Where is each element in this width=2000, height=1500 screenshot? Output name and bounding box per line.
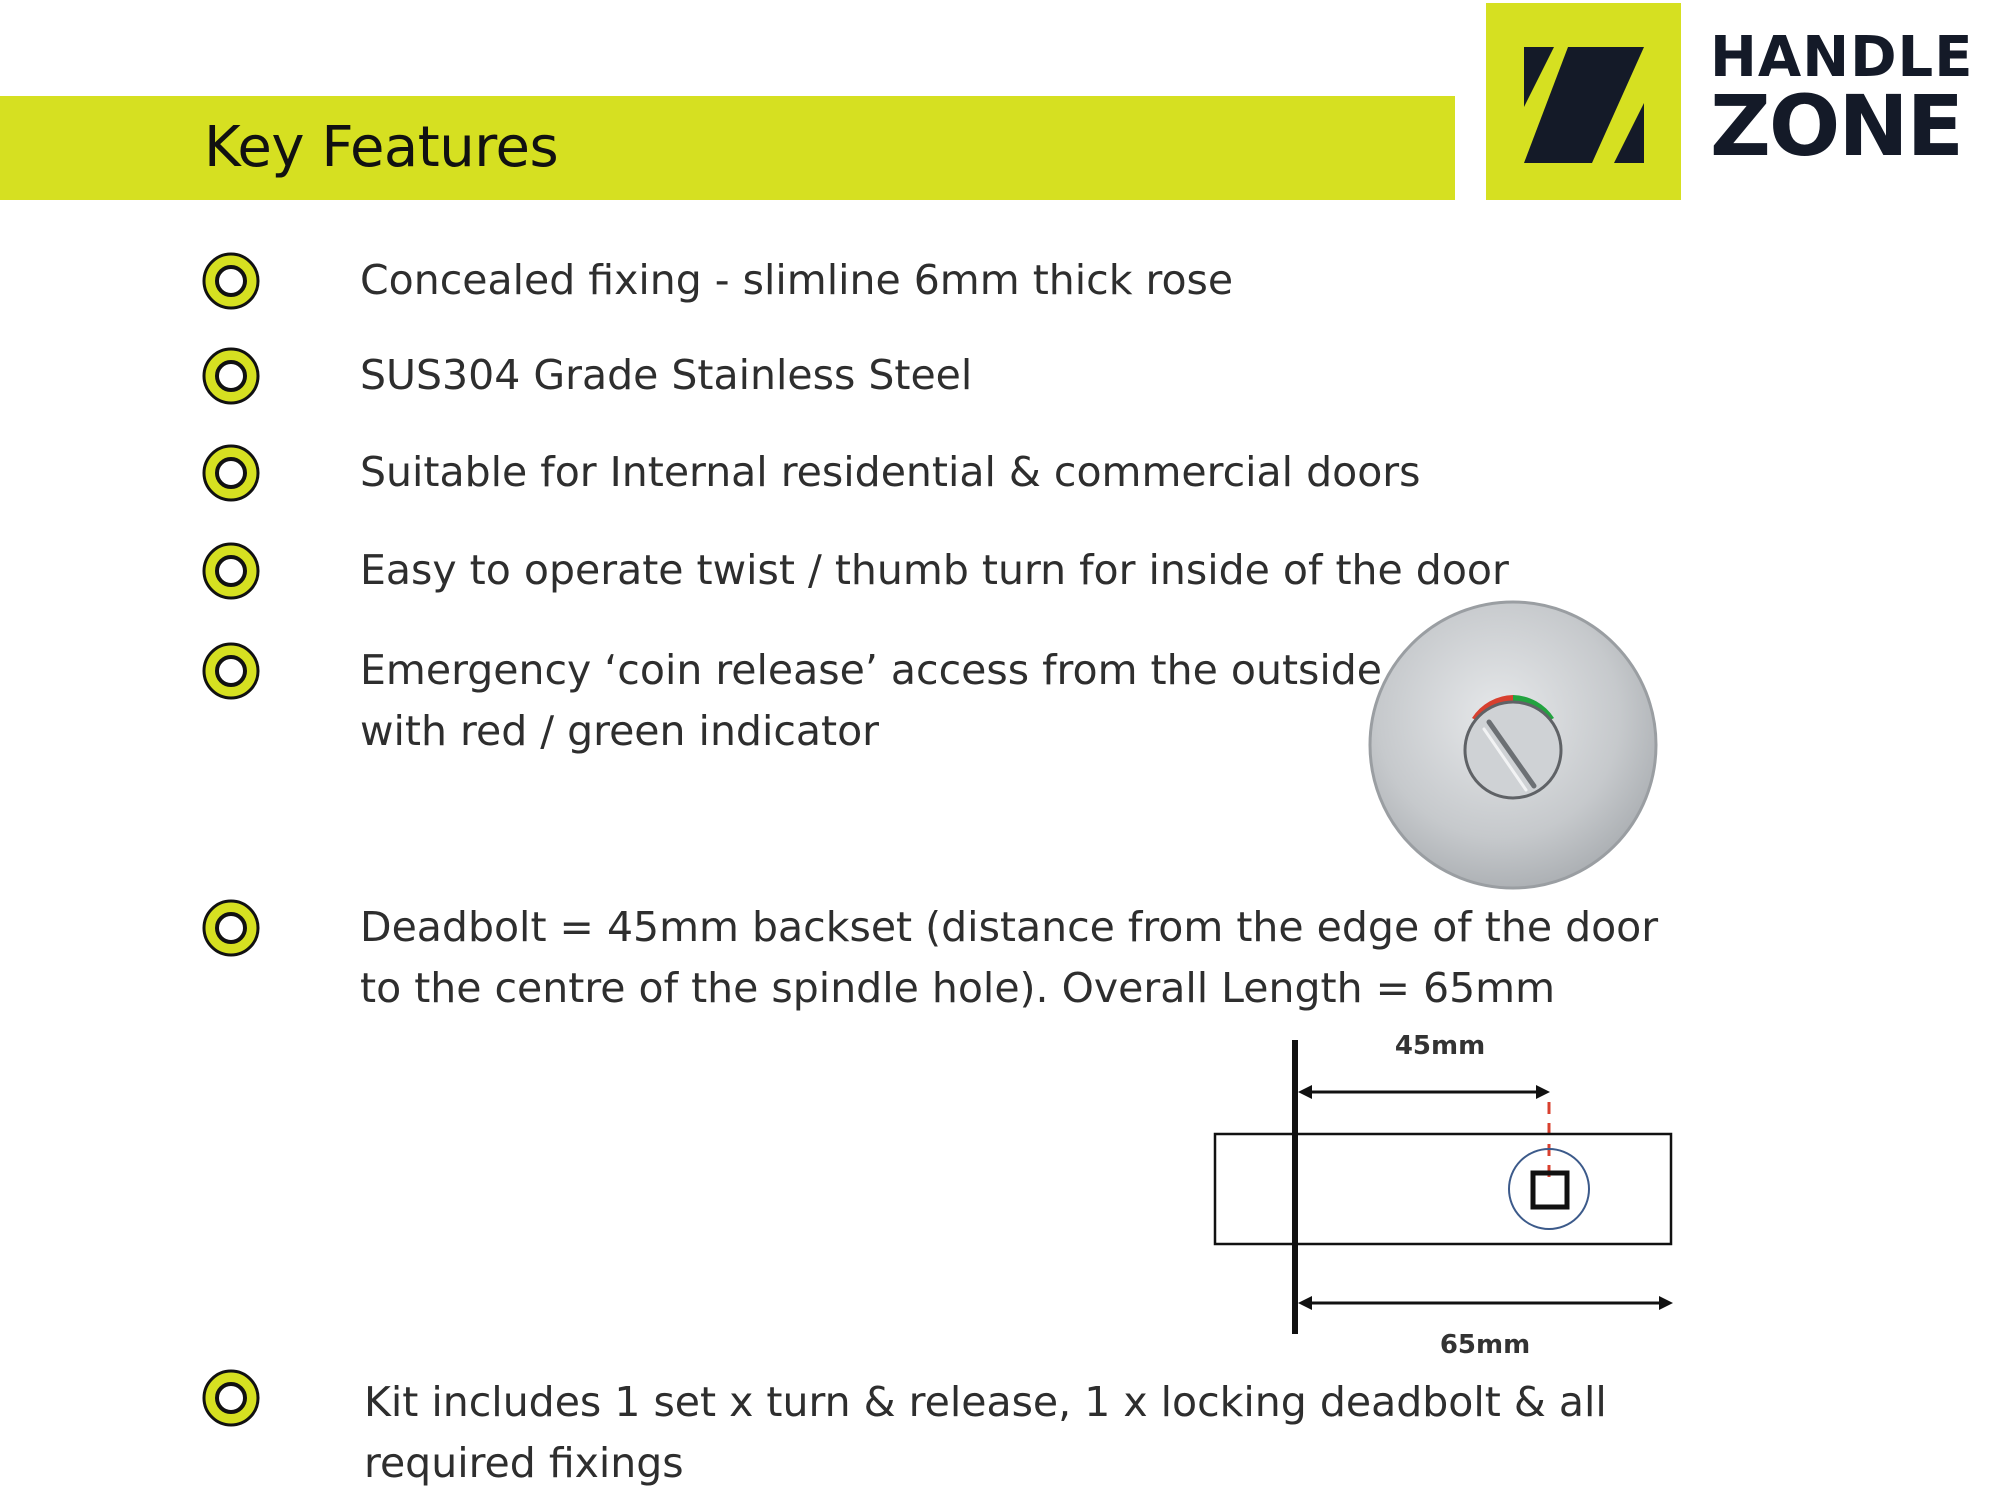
feature-text-line: Kit includes 1 set x turn & release, 1 x locking deadbolt & all [364,1378,1607,1426]
logo-mark [1486,3,1681,200]
bullet-ring-icon [200,442,262,504]
feature-item [360,345,972,406]
feature-text-line: Suitable for Internal residential & commercial doors [360,448,1421,496]
feature-text-line: SUS304 Grade Stainless Steel [360,351,973,399]
logo-z-icon [1486,3,1681,200]
feature-item [360,897,1658,1019]
backset-label: 45mm [1394,1031,1486,1061]
length-label: 65mm [1439,1330,1531,1360]
feature-item [360,640,1382,762]
bullet-ring-icon [200,345,262,407]
feature-text-line: Emergency ‘coin release’ access from the outside [360,646,1383,694]
arrow-right-icon [1659,1296,1673,1310]
feature-text-line: to the centre of the spindle hole). Overall Length = 65mm [360,964,1556,1012]
arrow-left-icon [1298,1296,1312,1310]
logo-text [1710,25,1985,175]
arrow-right-icon [1536,1085,1550,1099]
logo-line-zone: ZONE [1710,77,1962,175]
feature-item [364,1372,1607,1494]
bullet-ring-icon [200,640,262,702]
arrow-left-icon [1298,1085,1312,1099]
feature-text-line: Deadbolt = 45mm backset (distance from the edge of the door [360,903,1659,951]
feature-text-line: Easy to operate twist / thumb turn for inside of the door [360,546,1509,594]
feature-item [360,540,1509,601]
page-title: Key Features [204,115,559,180]
feature-item [360,442,1421,503]
spindle-square-icon [1533,1173,1567,1207]
bullet-ring-icon [200,250,262,312]
logo-line-handle: HANDLE [1710,25,1974,90]
bullet-ring-icon [200,1367,262,1429]
bullet-ring-icon [200,897,262,959]
spindle-hole-ring [1509,1149,1589,1229]
bullet-ring-icon [200,540,262,602]
deadbolt-dimension-diagram [1210,1020,1690,1370]
feature-text-line: Concealed fixing - slimline 6mm thick rose [360,256,1234,304]
feature-text-line: required fixings [364,1439,684,1487]
coin-release-turn-image [1366,598,1660,892]
feature-item [360,250,1233,311]
deadbolt-body-outline [1215,1134,1671,1244]
feature-text-line: with red / green indicator [360,707,880,755]
